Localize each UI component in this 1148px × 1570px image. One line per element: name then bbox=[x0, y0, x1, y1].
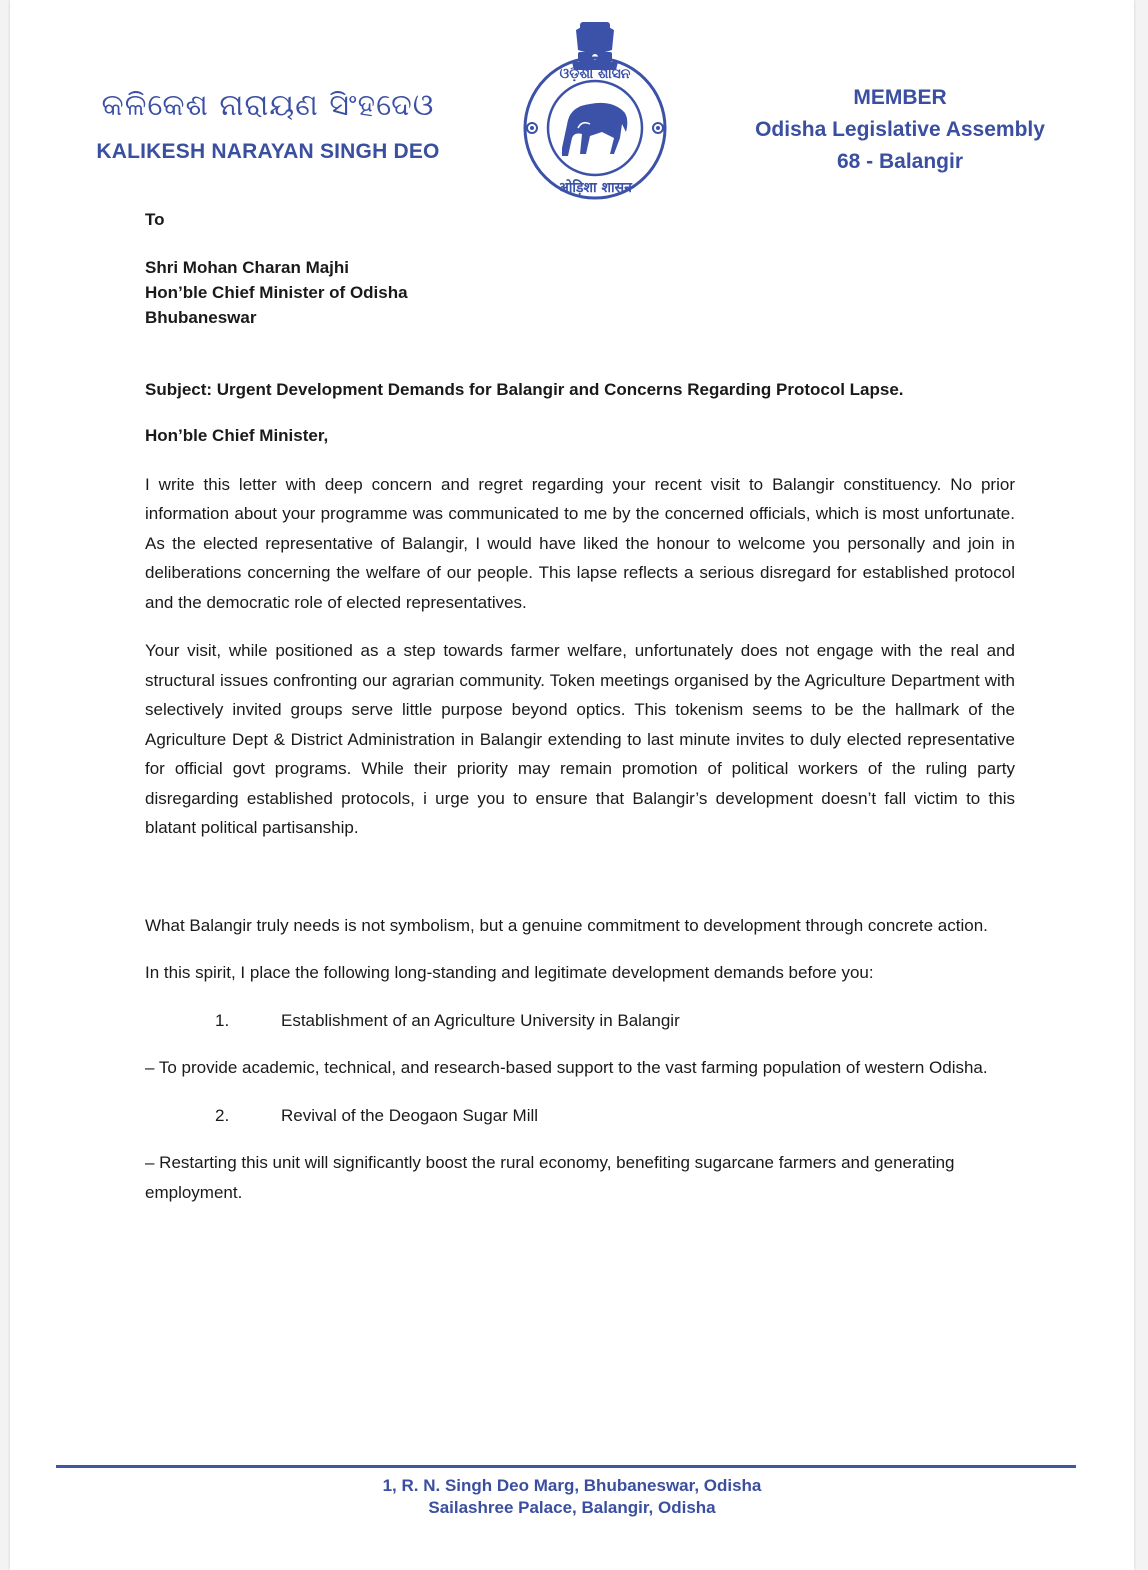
member-title: MEMBER bbox=[853, 86, 947, 109]
paragraph-demands-intro: In this spirit, I place the following long-standing and legitimate development demands before you: bbox=[145, 963, 874, 982]
recipient-place: Bhubaneswar bbox=[145, 307, 257, 327]
footer-divider bbox=[56, 1465, 1076, 1468]
odisha-government-emblem-icon bbox=[510, 20, 680, 200]
emblem-bottom-text: ओड़िशा शासन bbox=[558, 180, 632, 196]
paragraph-farmer-welfare: Your visit, while positioned as a step towards farmer welfare, unfortunately does not engage with the real and structural issues confronting our agrarian community. Token meetings organised by the Agriculture Department with selectively invited groups serve little purpose beyond optics. This tokenism seems to be the hallmark of the Agriculture Dept & District Administration in Balangir extending to last minute invites to duly elected representative for official govt programs. While their priority may remain promotion of political workers of the ruling party disregarding established protocols, i urge you to ensure that Balangir’s development doesn’t fall victim to this blatant political partisanship. bbox=[145, 641, 1015, 837]
sender-name-odia: କଳିକେଶ ନାରାୟଣ ସିଂହଦେଓ bbox=[101, 88, 435, 123]
constituency: 68 - Balangir bbox=[836, 150, 964, 173]
letter-body bbox=[145, 205, 1015, 1207]
to-label: To bbox=[145, 210, 165, 229]
demand-title: Revival of the Deogaon Sugar Mill bbox=[281, 1105, 539, 1125]
recipient-designation: Hon’ble Chief Minister of Odisha bbox=[145, 282, 408, 302]
paragraph-needs: What Balangir truly needs is not symbolism, but a genuine commitment to development through concrete action. bbox=[145, 915, 988, 935]
footer-address-line-1: 1, R. N. Singh Deo Marg, Bhubaneswar, Odisha bbox=[382, 1476, 762, 1495]
salutation: Hon’ble Chief Minister, bbox=[145, 426, 329, 445]
letter-page bbox=[10, 0, 1134, 1570]
demand-number: 1. bbox=[215, 1010, 230, 1030]
assembly-name: Odisha Legislative Assembly bbox=[755, 118, 1045, 141]
subject-line: Subject: Urgent Development Demands for Balangir and Concerns Regarding Protocol Lapse. bbox=[145, 379, 904, 399]
demand-detail: – To provide academic, technical, and research-based support to the vast farming population of western Odisha. bbox=[145, 1058, 988, 1077]
footer-address-line-2: Sailashree Palace, Balangir, Odisha bbox=[428, 1498, 716, 1517]
demand-title: Establishment of an Agriculture University in Balangir bbox=[281, 1010, 680, 1030]
demand-number: 2. bbox=[215, 1105, 230, 1125]
demand-item bbox=[145, 1101, 1015, 1131]
emblem-top-text: ଓଡ଼ିଶା ଶାସନ bbox=[559, 66, 631, 82]
recipient-name: Shri Mohan Charan Majhi bbox=[145, 257, 350, 277]
paragraph-protocol-lapse: I write this letter with deep concern and regret regarding your recent visit to Balangir constituency. No prior information about your programme was communicated to me by the concerned officials, which is most unfortunate. As the elected representative of Balangir, I would have liked the honour to welcome you personally and join in deliberations concerning the welfare of our people. This lapse reflects a serious disregard for established protocol and the democratic role of elected representatives. bbox=[145, 474, 1015, 612]
member-designation-block bbox=[710, 82, 1090, 178]
sender-name-english: KALIKESH NARAYAN SINGH DEO bbox=[96, 140, 440, 163]
footer-address bbox=[10, 1475, 1134, 1519]
demand-item bbox=[145, 1006, 1015, 1036]
recipient-address bbox=[145, 255, 1015, 330]
sender-name-block bbox=[68, 88, 468, 164]
demand-detail: – Restarting this unit will significantly boost the rural economy, benefiting sugarcane farmers and generating employment. bbox=[145, 1153, 955, 1202]
